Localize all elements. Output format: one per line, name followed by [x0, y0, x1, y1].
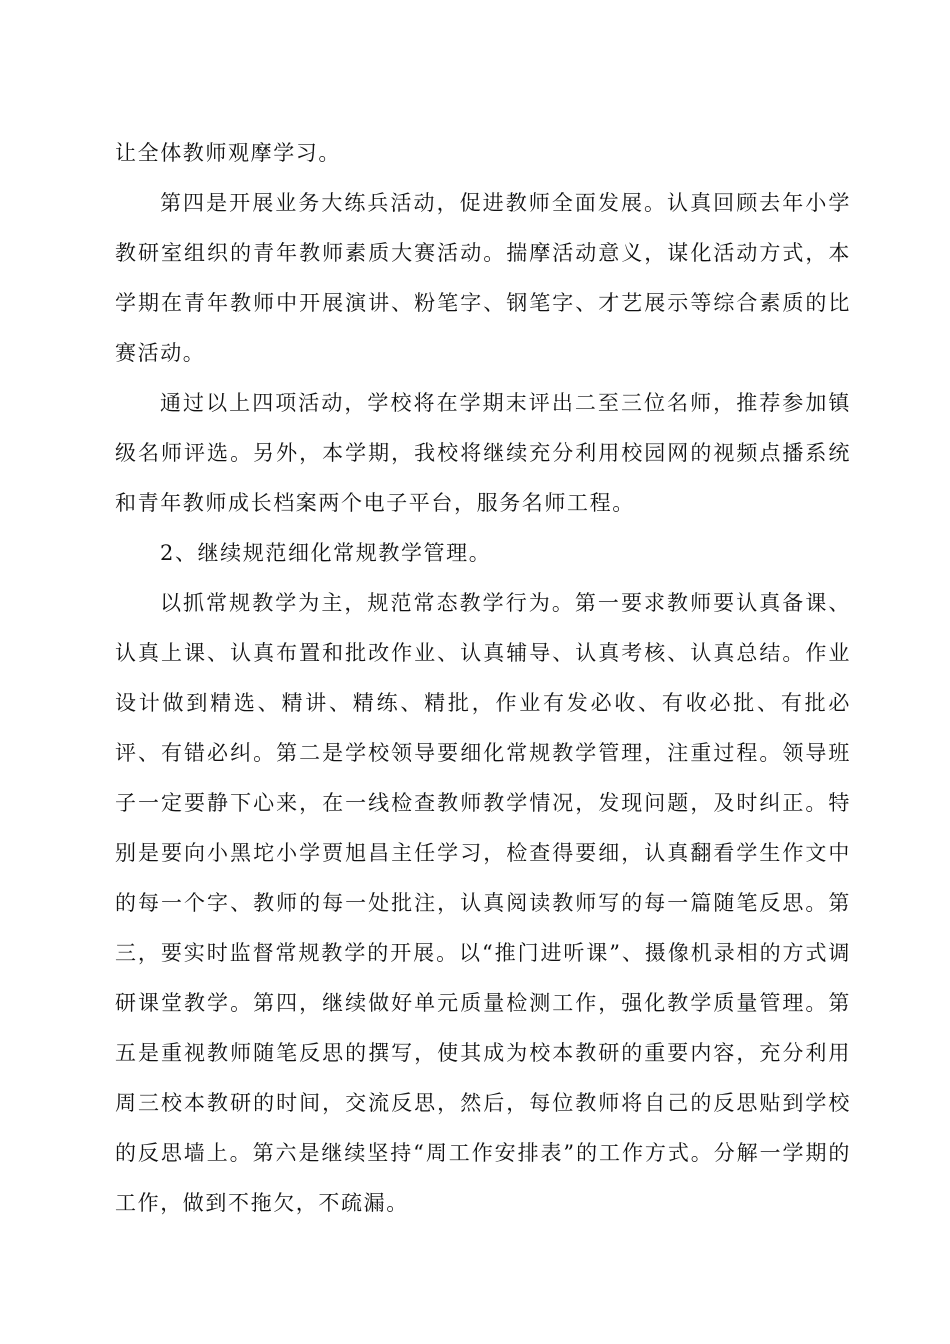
paragraph-5: 以抓常规教学为主，规范常态教学行为。第一要求教师要认真备课、认真上课、认真布置和批改作业、认真辅导、认真考核、认真总结。作业设计做到精选、精讲、精练、精批，作业有发必收、有收必批、有批必评、有错必纠。第二是学校领导要细化常规教学管理，注重过程。领导班子一定要静下心来，在一线检查教师教学情况，发现问题，及时纠正。特别是要向小黑坨小学贾旭昌主任学习，检查得要细，认真翻看学生作文中的每一个字、教师的每一处批注，认真阅读教师写的每一篇随笔反思。第三，要实时监督常规教学的开展。以“推门进听课”、摄像机录相的方式调研课堂教学。第四，继续做好单元质量检测工作，强化教学质量管理。第五是重视教师随笔反思的撰写，使其成为校本教研的重要内容，充分利用周三校本教研的时间，交流反思，然后，每位教师将自己的反思贴到学校的反思墙上。第六是继续坚持“周工作安排表”的工作方式。分解一学期的工作，做到不拖欠，不疏漏。: [115, 591, 851, 1215]
paragraph-1: 让全体教师观摩学习。: [115, 141, 341, 165]
paragraph-2: 第四是开展业务大练兵活动，促进教师全面发展。认真回顾去年小学教研室组织的青年教师素质大赛活动。揣摩活动意义，谋化活动方式，本学期在青年教师中开展演讲、粉笔字、钢笔字、才艺展示等综合素质的比赛活动。: [115, 191, 851, 365]
section-heading: 2、继续规范细化常规教学管理。: [160, 541, 492, 565]
paragraph-3: 通过以上四项活动，学校将在学期末评出二至三位名师，推荐参加镇级名师评选。另外，本学期，我校将继续充分利用校园网的视频点播系统和青年教师成长档案两个电子平台，服务名师工程。: [115, 391, 851, 515]
document-body: [115, 128, 851, 1228]
